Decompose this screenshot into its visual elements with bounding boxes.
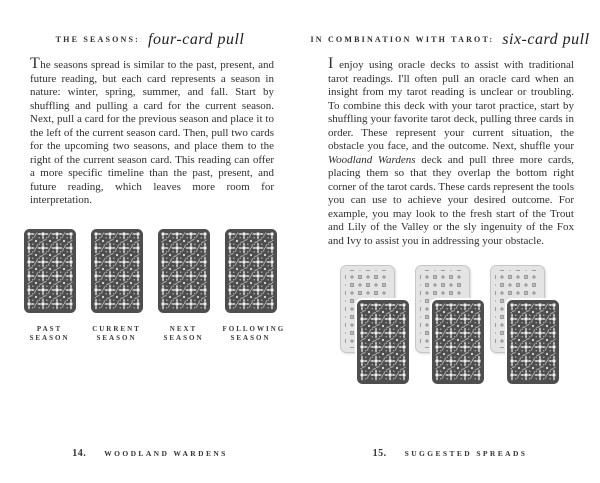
oracle-card-back-icon [505, 298, 561, 386]
oracle-card-back-icon [156, 227, 212, 315]
right-footer-section: SUGGESTED SPREADS [404, 448, 528, 458]
right-header-kicker: IN COMBINATION WITH TAROT: [310, 35, 495, 44]
card-past-season [22, 227, 78, 342]
oracle-card-back-icon [355, 298, 411, 386]
right-header-title: six-card pull [502, 31, 590, 48]
left-body-paragraph [30, 55, 274, 208]
card-current-season [89, 227, 145, 342]
oracle-card-back-icon [89, 227, 145, 315]
card-label-next-season: NEXT SEASON [163, 325, 204, 342]
right-lead-cap: I [328, 55, 334, 72]
right-page-footer [300, 443, 600, 461]
left-body-text: he seasons spread is similar to the past, present, and future reading, but each card represents a season in nature: winter, spring, summer, and fall. Start by shuffling and pulling a card for the current season. Next, pull a card for the previous season and place it to the left of the current season card. Then, pull two cards for the upcoming two seasons, and place them to the right of the current season card. This reading can offer a more specific timeline than the past, present, and future reading, which leaves more room for interpretation. [30, 59, 274, 206]
left-page-number: 14. [72, 448, 87, 459]
seasons-card-row [0, 227, 300, 342]
card-label-following-season: FOLLOWING SEASON [222, 325, 286, 342]
combo-pair-1 [340, 265, 411, 387]
right-body-text-2: deck and pull three more cards, placing them so that they overlap the bottom right corner of the tarot cards. These cards represent the tools you can use to achieve your desired outcome. For example, you may look to the fresh start of the Trout and Lily of the Valley or the sly ingenuity of the Fox and Ivy to assist you in addressing your obstacle. [328, 153, 574, 247]
oracle-card-back-icon [430, 298, 486, 386]
page-right [300, 0, 600, 483]
right-body-italic: Woodland Wardens [328, 153, 416, 166]
left-page-footer [0, 443, 300, 461]
left-lead-cap: T [30, 55, 41, 72]
card-following-season [222, 227, 286, 342]
tarot-combo-card-cluster [340, 265, 560, 387]
card-label-past-season: PAST SEASON [29, 325, 70, 342]
right-page-header [300, 31, 600, 49]
right-body-text-1: enjoy using oracle decks to assist with traditional tarot readings. I'll often pull an oracle card when an insight from my tarot reading is unclear or troubling. To combine this deck with your tarot practice, start by shuffling your favorite tarot deck, pulling three cards in order. These represent your current situation, the obstacle you face, and the outcome. Next, shuffle your [328, 59, 574, 152]
left-footer-section: WOODLAND WARDENS [104, 448, 228, 458]
card-next-season [156, 227, 212, 342]
oracle-card-back-icon [22, 227, 78, 315]
right-page-number: 15. [372, 448, 387, 459]
left-page-header [0, 31, 300, 49]
right-body-paragraph [328, 55, 574, 248]
left-header-title: four-card pull [148, 31, 245, 48]
card-label-current-season: CURRENT SEASON [92, 325, 141, 342]
oracle-card-back-icon [223, 227, 279, 315]
combo-pair-3 [490, 265, 561, 387]
combo-pair-2 [415, 265, 486, 387]
left-header-kicker: THE SEASONS: [55, 35, 141, 44]
